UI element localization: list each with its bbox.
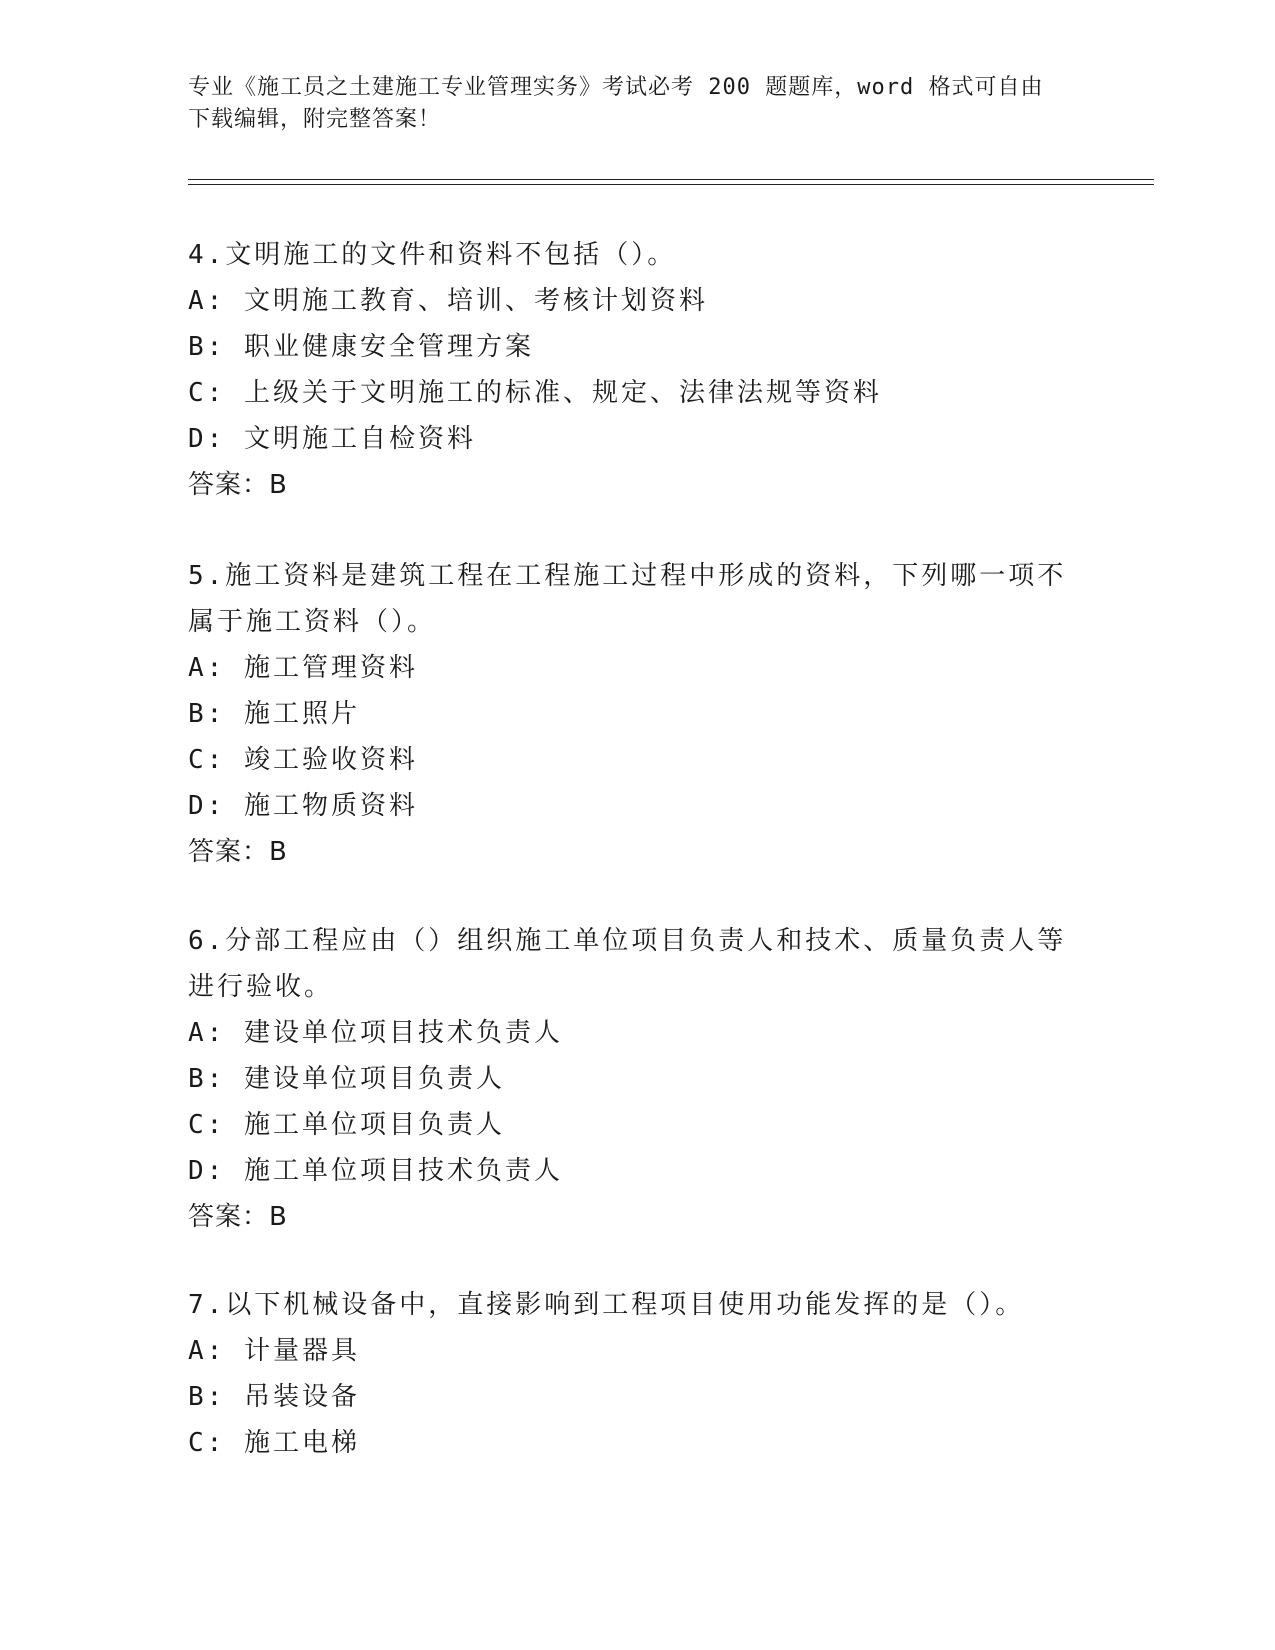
option-a: A: 计量器具 (188, 1336, 360, 1366)
question-title-continued: 属于施工资料（）。 (188, 607, 437, 637)
option-c: C: 施工单位项目负责人 (188, 1110, 505, 1140)
question-block (188, 553, 1088, 875)
answer: 答案：B (188, 470, 288, 500)
option-d: D: 施工单位项目技术负责人 (188, 1156, 563, 1186)
header-rule-top (188, 179, 1154, 180)
option-a: A: 施工管理资料 (188, 653, 418, 683)
document-header (188, 72, 1068, 136)
option-b: B: 施工照片 (188, 699, 360, 729)
option-b: B: 建设单位项目负责人 (188, 1064, 505, 1094)
option-d: D: 文明施工自检资料 (188, 424, 476, 454)
question-title: 7.以下机械设备中，直接影响到工程项目使用功能发挥的是（）。 (188, 1290, 1025, 1320)
header-line-2: 下载编辑，附完整答案！ (188, 107, 442, 132)
question-block (188, 232, 1088, 508)
question-block (188, 1282, 1088, 1466)
question-title-continued: 进行验收。 (188, 972, 334, 1002)
answer: 答案：B (188, 1202, 288, 1232)
answer: 答案：B (188, 837, 288, 867)
option-c: C: 施工电梯 (188, 1428, 360, 1458)
option-a: A: 建设单位项目技术负责人 (188, 1018, 563, 1048)
option-c: C: 上级关于文明施工的标准、规定、法律法规等资料 (188, 378, 882, 408)
question-block (188, 918, 1088, 1240)
option-b: B: 职业健康安全管理方案 (188, 332, 534, 362)
header-rule-bottom (188, 184, 1154, 185)
question-title: 4.文明施工的文件和资料不包括（）。 (188, 240, 677, 270)
option-c: C: 竣工验收资料 (188, 745, 418, 775)
option-b: B: 吊装设备 (188, 1382, 360, 1412)
question-title: 5.施工资料是建筑工程在工程施工过程中形成的资料，下列哪一项不 (188, 561, 1067, 591)
option-d: D: 施工物质资料 (188, 791, 418, 821)
header-line-1: 专业《施工员之土建施工专业管理实务》考试必考 200 题题库，word 格式可自由 (188, 75, 1044, 100)
option-a: A: 文明施工教育、培训、考核计划资料 (188, 286, 708, 316)
question-title: 6.分部工程应由（）组织施工单位项目负责人和技术、质量负责人等 (188, 926, 1067, 956)
